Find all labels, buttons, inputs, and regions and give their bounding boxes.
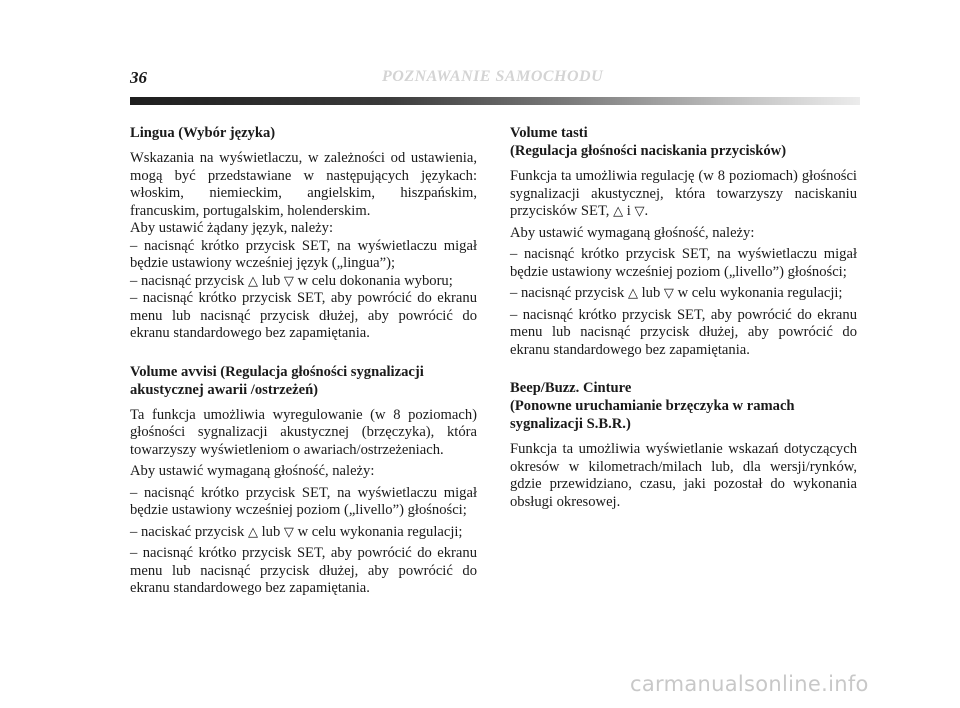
- lingua-lead: Aby ustawić żądany język, należy:: [130, 220, 334, 236]
- volume-tasti-step-1: – nacisnąć krótko przycisk SET, na wyświetlaczu migał będzie ustawiony wcześniej poziom („livello”) głośności;: [510, 246, 857, 280]
- down-arrow-icon: ▽: [634, 204, 645, 219]
- section-beep-buzz: [510, 379, 857, 511]
- up-arrow-icon: △: [247, 524, 258, 540]
- section-volume-tasti: [510, 124, 857, 359]
- volume-avvisi-step-3: – nacisnąć krótko przycisk SET, aby powrócić do ekranu menu lub nacisnąć przycisk dłużej, aby powrócić do ekranu standardowego bez zapamiętania.: [130, 545, 477, 596]
- volume-tasti-intro: Funkcja ta umożliwia regulację (w 8 poziomach) głośności sygnalizacji akustycznej, która towarzyszy naciskaniu przycisków SET, △ i ▽.: [510, 168, 857, 219]
- beep-buzz-body: Funkcja ta umożliwia wyświetlanie wskazań dotyczących okresów w kilometrach/milach lub, dla wersji/rynków, gdzie przewidziano, czasu, jaki pozostał do wykonania obsługi okresowej.: [510, 441, 857, 510]
- section-title-volume-tasti: Volume tasti (Regulacja głośności naciskania przycisków): [510, 125, 787, 159]
- running-head: POZNAWANIE SAMOCHODU: [382, 68, 604, 85]
- up-arrow-icon: △: [613, 204, 624, 219]
- section-title-volume-avvisi: Volume avvisi (Regulacja głośności sygnalizacji akustycznej awarii /ostrzeżeń): [130, 363, 424, 398]
- watermark: carmanualsonline.info: [630, 672, 869, 696]
- header-rule: [130, 97, 860, 105]
- volume-avvisi-step-2: – naciskać przycisk △ lub ▽ w celu wykonania regulacji;: [130, 523, 463, 540]
- page-number: 36: [130, 68, 147, 87]
- section-lingua: [130, 124, 477, 343]
- down-arrow-icon: ▽: [283, 273, 294, 289]
- lingua-step-3: – nacisnąć krótko przycisk SET, aby powrócić do ekranu menu lub nacisnąć przycisk dłużej, aby powrócić do ekranu standardowego bez zapamiętania.: [130, 290, 477, 341]
- lingua-step-2: – nacisnąć przycisk △ lub ▽ w celu dokonania wyboru;: [130, 272, 453, 289]
- down-arrow-icon: ▽: [283, 524, 294, 540]
- lingua-intro: Wskazania na wyświetlaczu, w zależności od ustawienia, mogą być przedstawiane w następujących językach: włoskim, niemieckim, angielskim, hiszpańskim, francuskim, portugalskim, holenderskim.: [130, 150, 477, 219]
- volume-avvisi-lead: Aby ustawić wymaganą głośność, należy:: [130, 463, 375, 479]
- down-arrow-icon: ▽: [663, 286, 674, 301]
- section-title-lingua: Lingua (Wybór języka): [130, 125, 276, 141]
- left-column: [130, 124, 477, 598]
- section-title-beep-buzz: Beep/Buzz. Cinture (Ponowne uruchamianie brzęczyka w ramach sygnalizacji S.B.R.): [510, 380, 795, 432]
- lingua-step-1: – nacisnąć krótko przycisk SET, na wyświetlaczu migał będzie ustawiony wcześniej język („lingua”);: [130, 237, 477, 271]
- volume-avvisi-step-1: – nacisnąć krótko przycisk SET, na wyświetlaczu migał będzie ustawiony wcześniej poziom („livello”) głośności;: [130, 484, 477, 518]
- up-arrow-icon: △: [627, 286, 638, 301]
- right-column: [510, 124, 857, 511]
- section-volume-avvisi: [130, 363, 477, 598]
- volume-tasti-step-2: – nacisnąć przycisk △ lub ▽ w celu wykonania regulacji;: [510, 285, 843, 301]
- volume-avvisi-intro: Ta funkcja umożliwia wyregulowanie (w 8 poziomach) głośności sygnalizacji akustycznej (brzęczyka), która towarzyszy wyświetleniom o awariach/ostrzeżeniach.: [130, 406, 477, 458]
- volume-tasti-lead: Aby ustawić wymaganą głośność, należy:: [510, 224, 755, 241]
- up-arrow-icon: △: [247, 273, 258, 289]
- volume-tasti-step-3: – nacisnąć krótko przycisk SET, aby powrócić do ekranu menu lub nacisnąć przycisk dłużej, aby powrócić do ekranu standardowego bez zapamiętania.: [510, 306, 857, 358]
